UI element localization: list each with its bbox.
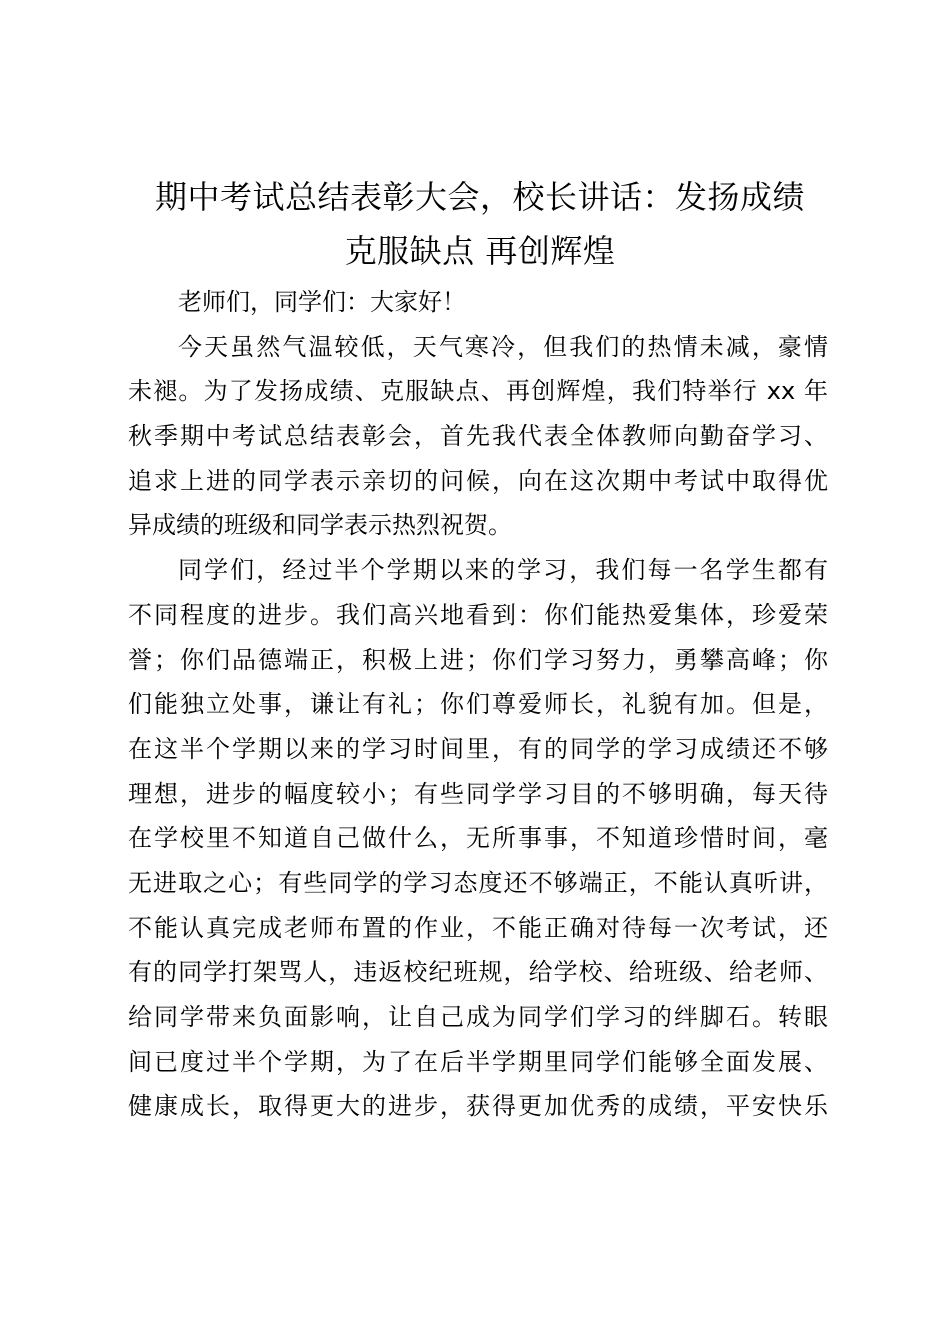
text-line: 在这半个学期以来的学习时间里，有的同学的学习成绩还不够 [128,734,828,763]
text-line: 追求上进的同学表示亲切的问候，向在这次期中考试中取得优 [128,466,828,495]
paragraph-greeting [128,280,828,325]
text-line: 秋季期中考试总结表彰会，首先我代表全体教师向勤奋学习、 [128,422,828,451]
text-line: 不能认真完成老师布置的作业，不能正确对待每一次考试，还 [128,913,828,942]
paragraph-opening [128,325,828,548]
text-line: 今天虽然气温较低，天气寒冷，但我们的热情未减，豪情 [178,332,828,361]
title-line: 克服缺点 再创辉煌 [344,232,616,270]
text-line: 老师们，同学们：大家好！ [178,288,466,316]
text-line: 同学们，经过半个学期以来的学习，我们每一名学生都有 [178,556,828,585]
text-line: 有的同学打架骂人，违返校纪班规，给学校、给班级、给老师、 [128,958,828,987]
text-line: 间已度过半个学期，为了在后半学期里同学们能够全面发展、 [128,1047,828,1076]
text-line: 不同程度的进步。我们高兴地看到：你们能热爱集体，珍爱荣 [128,600,828,629]
text-line: 未褪。为了发扬成绩、克服缺点、再创辉煌，我们特举行 xx 年 [128,377,828,406]
document-body [128,280,828,1129]
text-line: 健康成长，取得更大的进步，获得更加优秀的成绩，平安快乐 [128,1092,828,1121]
text-line: 给同学带来负面影响，让自己成为同学们学习的绊脚石。转眼 [128,1003,828,1031]
text-line: 誉；你们品德端正，积极上进；你们学习努力，勇攀高峰；你 [128,645,828,674]
text-line: 们能独立处事，谦让有礼；你们尊爱师长，礼貌有加。但是， [128,690,828,719]
text-line: 在学校里不知道自己做什么，无所事事，不知道珍惜时间，毫 [128,824,828,853]
title-line: 期中考试总结表彰大会，校长讲话：发扬成绩 [154,178,805,216]
text-line: 无进取之心；有些同学的学习态度还不够端正，不能认真听讲， [128,868,828,897]
text-line: 理想，进步的幅度较小；有些同学学习目的不够明确，每天待 [128,779,828,808]
document-title [110,170,850,278]
text-line: 异成绩的班级和同学表示热烈祝贺。 [128,511,512,540]
paragraph-main [128,548,828,1129]
